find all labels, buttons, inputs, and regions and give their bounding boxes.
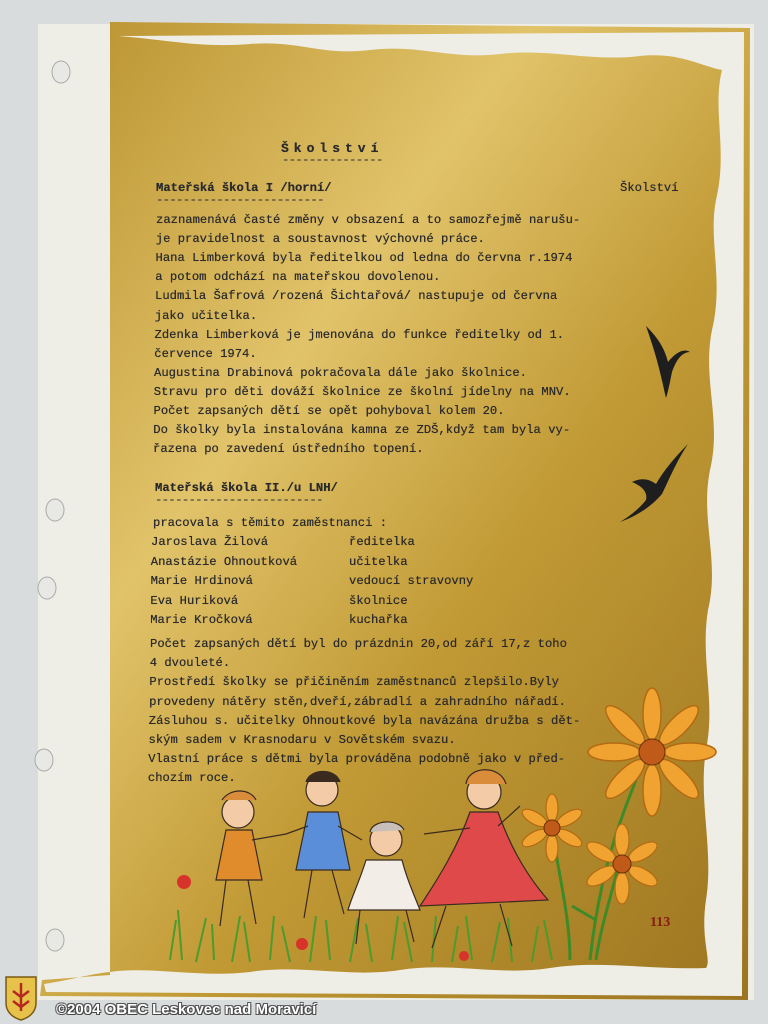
staff-name: Eva Huriková [150,593,239,608]
text-line: Vlastní práce s dětmi byla prováděna podobně jako v před- [148,752,566,767]
village-crest-icon [4,975,38,1021]
margin-note: Školství [620,181,679,195]
text-line: jako učitelka. [154,308,258,323]
section-heading: Mateřská škola II./u LNH/ [155,481,338,495]
text-line: ským sadem v Krasnodaru v Sovětském svazu. [148,733,456,747]
text-line: Ludmila Šafrová /rozená Šichtařová/ nastupuje od června [155,289,558,304]
binder-hole [35,749,53,771]
text-line: Hana Limberková byla ředitelkou od ledna do června r.1974 [155,251,573,266]
text-line: Augustina Drabinová pokračovala dále jako školnice. [154,365,527,380]
staff-role: školnice [349,593,408,608]
section-heading: Mateřská škola I /horní/ [156,181,332,195]
text-line: Zdenka Limberková je jmenována do funkce ředitelky od 1. [154,327,565,342]
staff-role: ředitelka [349,535,415,549]
page-number: 113 [650,915,671,930]
binder-hole [38,577,56,599]
staff-role: učitelka [349,554,408,569]
binder-hole [52,61,70,83]
staff-name: Jaroslava Žilová [151,535,269,549]
text-line: řazena po zavedení ústředního topení. [153,442,424,457]
staff-role: kuchařka [349,613,408,628]
text-line: Počet zapsaných dětí se opět pohyboval kolem 20. [153,404,505,418]
text-line: Stravu pro děti dováží školnice ze školní jídelny na MNV. [153,384,571,399]
text-line: chozím roce. [147,771,236,786]
staff-intro: pracovala s těmito zaměstnanci : [153,516,388,530]
text-line: července 1974. [154,346,257,361]
text-line: je pravidelnost a soustavnost výchovné práce. [155,232,485,247]
staff-name: Marie Kročková [150,613,253,628]
title-underline: --------------- [282,153,383,167]
text-line: a potom odchází na mateřskou dovolenou. [155,270,441,285]
sunflower-icon [588,688,716,816]
text-line: provedeny nátěry stěn,dveří,zábradlí a zahradního nářadí. [149,694,566,709]
text-line: 4 dvouleté. [149,656,231,671]
section-heading-underline: ------------------------- [156,193,324,207]
binder-hole [46,929,64,951]
text-line: Do školky byla instalována kamna ze ZDŠ,když tam byla vy- [153,423,571,438]
page-title: Školství [281,141,384,156]
staff-name: Marie Hrdinová [150,574,253,589]
text-line: Zásluhou s. učitelky Ohnoutkové byla navázána družba s dět- [148,713,581,728]
binder-hole [46,499,64,521]
section-heading-underline: ------------------------- [155,493,323,507]
text-line: Počet zapsaných dětí byl do prázdnin 20,od září 17,z toho [150,637,567,651]
staff-role: vedoucí stravovny [349,574,474,589]
text-line: zaznamenává časté změny v obsazení a to samozřejmě narušu- [156,213,581,227]
staff-name: Anastázie Ohnoutková [150,554,298,569]
copyright-watermark: ©2004 OBEC Leskovec nad Moravicí [56,1001,317,1018]
text-line: Prostředí školky se přičiněním zaměstnanců zlepšilo.Byly [149,675,559,690]
